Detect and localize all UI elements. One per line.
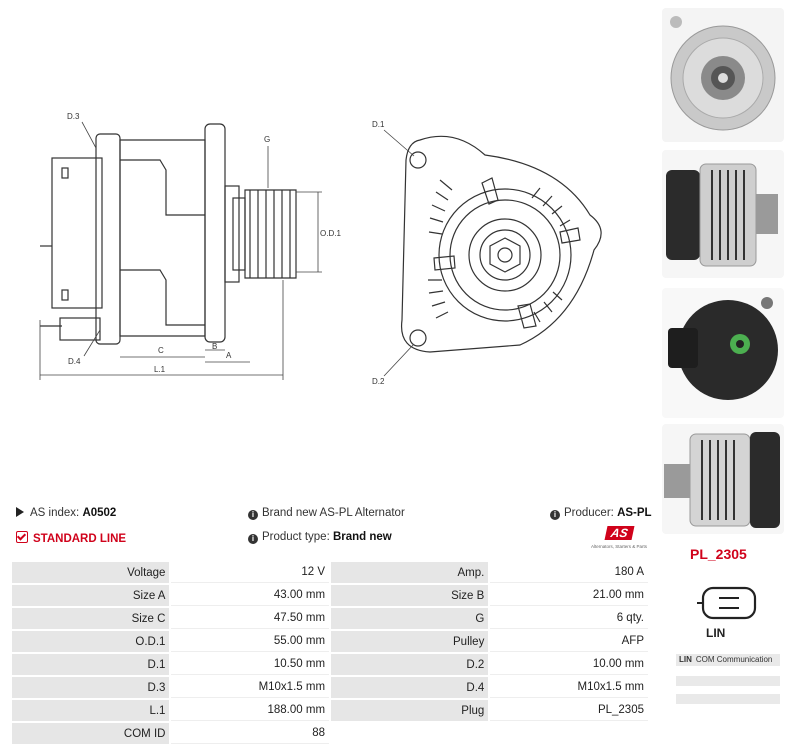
spec-value: M10x1.5 mm — [490, 677, 648, 698]
product-description — [248, 507, 405, 520]
spec-label — [331, 723, 488, 744]
label-g: G — [264, 135, 271, 144]
spec-value: 10.00 mm — [490, 654, 648, 675]
com-key: LIN — [679, 655, 692, 664]
blank-bar — [676, 676, 780, 686]
side-view-drawing — [40, 112, 341, 380]
label-od1: O.D.1 — [320, 229, 341, 238]
spec-label: Size A — [12, 585, 169, 606]
alternator-rear-icon — [662, 288, 784, 418]
producer-label: Producer: — [564, 507, 614, 519]
plug-code: PL_2305 — [690, 546, 747, 562]
as-index — [16, 507, 116, 519]
spec-value: M10x1.5 mm — [171, 677, 329, 698]
spec-value: 10.50 mm — [171, 654, 329, 675]
spec-label: G — [331, 608, 488, 629]
product-photo-side-2[interactable] — [662, 424, 784, 534]
as-index-label: AS index: — [30, 507, 80, 519]
spec-value — [490, 723, 648, 744]
alternator-front-icon — [662, 8, 784, 142]
spec-label: Amp. — [331, 562, 488, 583]
checkbox-icon — [16, 531, 28, 543]
spec-row — [12, 677, 648, 698]
logo-mark: AS — [604, 526, 634, 540]
product-type-label: Product type: — [262, 531, 330, 543]
spec-row — [12, 562, 648, 583]
spec-value: 188.00 mm — [171, 700, 329, 721]
specs-table — [10, 560, 650, 746]
spec-label: L.1 — [12, 700, 169, 721]
standard-line-label: STANDARD LINE — [33, 533, 127, 545]
spec-value: 21.00 mm — [490, 585, 648, 606]
spec-value: 180 A — [490, 562, 648, 583]
product-photo-side[interactable] — [662, 150, 784, 278]
label-d4: D.4 — [68, 357, 81, 366]
info-icon: i — [248, 534, 258, 544]
description-text: Brand new AS-PL Alternator — [262, 507, 405, 519]
spec-label: Pulley — [331, 631, 488, 652]
product-type-value: Brand new — [332, 531, 392, 543]
producer — [550, 507, 652, 520]
label-d3: D.3 — [67, 112, 80, 121]
spec-label: O.D.1 — [12, 631, 169, 652]
spec-value: 43.00 mm — [171, 585, 329, 606]
spec-label: COM ID — [12, 723, 169, 744]
producer-value: AS-PL — [617, 507, 652, 519]
spec-value: 47.50 mm — [171, 608, 329, 629]
label-l1: L.1 — [154, 365, 166, 374]
technical-drawing — [0, 0, 660, 400]
spec-value: 55.00 mm — [171, 631, 329, 652]
label-a: A — [226, 351, 232, 360]
spec-row — [12, 631, 648, 652]
spec-value: AFP — [490, 631, 648, 652]
spec-label: D.3 — [12, 677, 169, 698]
info-icon: i — [248, 510, 258, 520]
spec-row — [12, 723, 648, 744]
tag-icon — [16, 507, 24, 517]
spec-value: 88 — [171, 723, 329, 744]
spec-row — [12, 654, 648, 675]
spec-label: Size C — [12, 608, 169, 629]
product-photo-front[interactable] — [662, 8, 784, 142]
com-value: COM Communication — [695, 655, 773, 664]
spec-label: Plug — [331, 700, 488, 721]
plug-connector-icon — [697, 584, 761, 624]
label-b: B — [212, 342, 218, 351]
blank-bar — [676, 694, 780, 704]
alternator-side-2-icon — [662, 424, 784, 534]
spec-row — [12, 585, 648, 606]
standard-line-badge — [16, 531, 126, 545]
spec-value: PL_2305 — [490, 700, 648, 721]
plug-lin-label: LIN — [706, 626, 726, 640]
product-photo-rear[interactable] — [662, 288, 784, 418]
spec-label: Voltage — [12, 562, 169, 583]
product-type — [248, 531, 392, 544]
alternator-side-icon — [662, 150, 784, 278]
spec-value: 6 qty. — [490, 608, 648, 629]
label-c: C — [158, 346, 164, 355]
spec-row — [12, 608, 648, 629]
label-d1: D.1 — [372, 120, 385, 129]
label-d2: D.2 — [372, 377, 385, 386]
spec-label: Size B — [331, 585, 488, 606]
spec-row — [12, 700, 648, 721]
info-icon: i — [550, 510, 560, 520]
as-index-value: A0502 — [82, 507, 117, 519]
logo-subtext: Alternators, Starters & Parts — [590, 544, 648, 549]
front-view-drawing — [372, 120, 601, 386]
spec-label: D.2 — [331, 654, 488, 675]
com-communication-row — [676, 654, 780, 666]
spec-label: D.4 — [331, 677, 488, 698]
spec-value: 12 V — [171, 562, 329, 583]
spec-label: D.1 — [12, 654, 169, 675]
as-pl-logo — [588, 524, 650, 552]
